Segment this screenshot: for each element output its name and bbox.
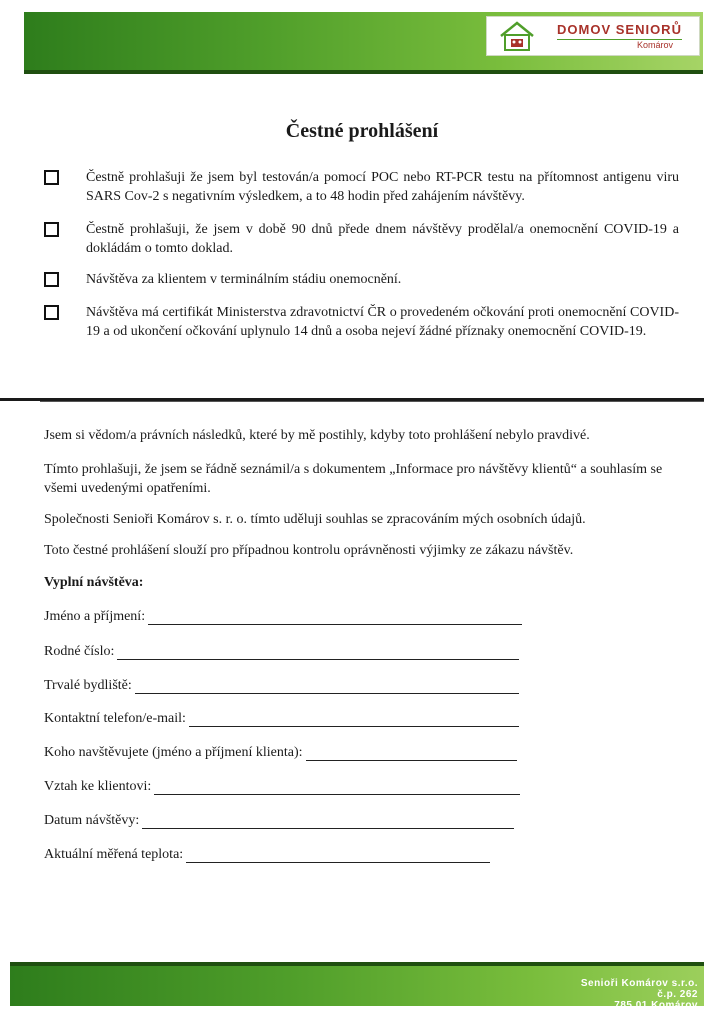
form-row-relation [44,778,520,795]
form-row-address [44,677,519,694]
statement-item [44,270,679,289]
form-label: Datum návštěvy: [44,813,140,828]
form-row-contact [44,710,519,727]
address-field[interactable] [135,677,519,694]
paragraph: Tímto prohlašuji, že jsem se řádně seznámil/a s dokumentem „Informace pro návštěvy klientů“ a souhlasím se všemi uvedenými opatřeními. [44,462,663,496]
form-row-temperature [44,846,490,863]
relation-field[interactable] [154,778,520,795]
section-divider [0,398,704,401]
statement-text: Návštěva za klientem v terminálním stádiu onemocnění. [86,272,402,287]
form-label: Vztah ke klientovi: [44,779,152,794]
checkbox[interactable] [44,272,59,287]
footer-address-number: č.p. 262 [657,989,698,1000]
statement-text: Čestně prohlašuji že jsem byl testován/a pomocí POC nebo RT-PCR testu na přítomnost antigenu viru SARS Cov-2 s negativním výsledkem, a to 48 hodin před zahájením návštěvy. [86,170,679,204]
logo-city: Komárov [637,40,674,50]
name-field[interactable] [148,608,522,625]
birth-number-field[interactable] [117,643,519,660]
temperature-field[interactable] [186,846,490,863]
client-name-field[interactable] [306,744,517,761]
contact-field[interactable] [189,710,519,727]
form-label: Koho navštěvujete (jméno a příjmení klienta): [44,745,303,760]
statement-item [44,168,679,206]
form-label: Aktuální měřená teplota: [44,847,184,862]
paragraph: Toto čestné prohlášení slouží pro případnou kontrolu oprávněnosti výjimky ze zákazu návštěv. [44,543,574,558]
checkbox[interactable] [44,222,59,237]
visit-date-field[interactable] [142,812,514,829]
statement-text: Návštěva má certifikát Ministerstva zdravotnictví ČR o provedeném očkování proti onemocnění COVID-19 a od ukončení očkování uplynulo 14 dnů a osoba nejeví žádné příznaky onemocnění COVID-19. [86,305,679,339]
form-label: Trvalé bydliště: [44,678,132,693]
footer-postal: 785 01 Komárov [614,1000,698,1011]
house-icon [497,20,537,52]
form-row-birth-number [44,643,519,660]
statement-item [44,303,679,341]
form-label: Jméno a příjmení: [44,609,146,624]
form-label: Kontaktní telefon/e-mail: [44,711,186,726]
checkbox[interactable] [44,305,59,320]
form-row-date [44,812,514,829]
paragraph: Společnosti Senioři Komárov s. r. o. tímto uděluji souhlas se zpracováním mých osobních údajů. [44,512,586,527]
paragraph: Jsem si vědom/a právních následků, které by mě postihly, kdyby toto prohlášení nebylo pravdivé. [44,428,590,443]
statement-text: Čestně prohlašuji, že jsem v době 90 dnů přede dnem návštěvy prodělal/a onemocnění COVID-19 a dokládám o tomto doklad. [86,222,679,256]
form-heading: Vyplní návštěva: [44,575,144,590]
footer-address [581,978,698,1011]
footer-company: Senioři Komárov s.r.o. [580,978,698,989]
form-label: Rodné číslo: [44,644,115,659]
checkbox[interactable] [44,170,59,185]
logo [486,16,700,56]
logo-name: DOMOV SENIORŮ [557,22,682,37]
document-title: Čestné prohlášení [285,120,439,142]
form-row-name [44,608,522,625]
statement-item [44,220,679,258]
form-row-client [44,744,517,761]
